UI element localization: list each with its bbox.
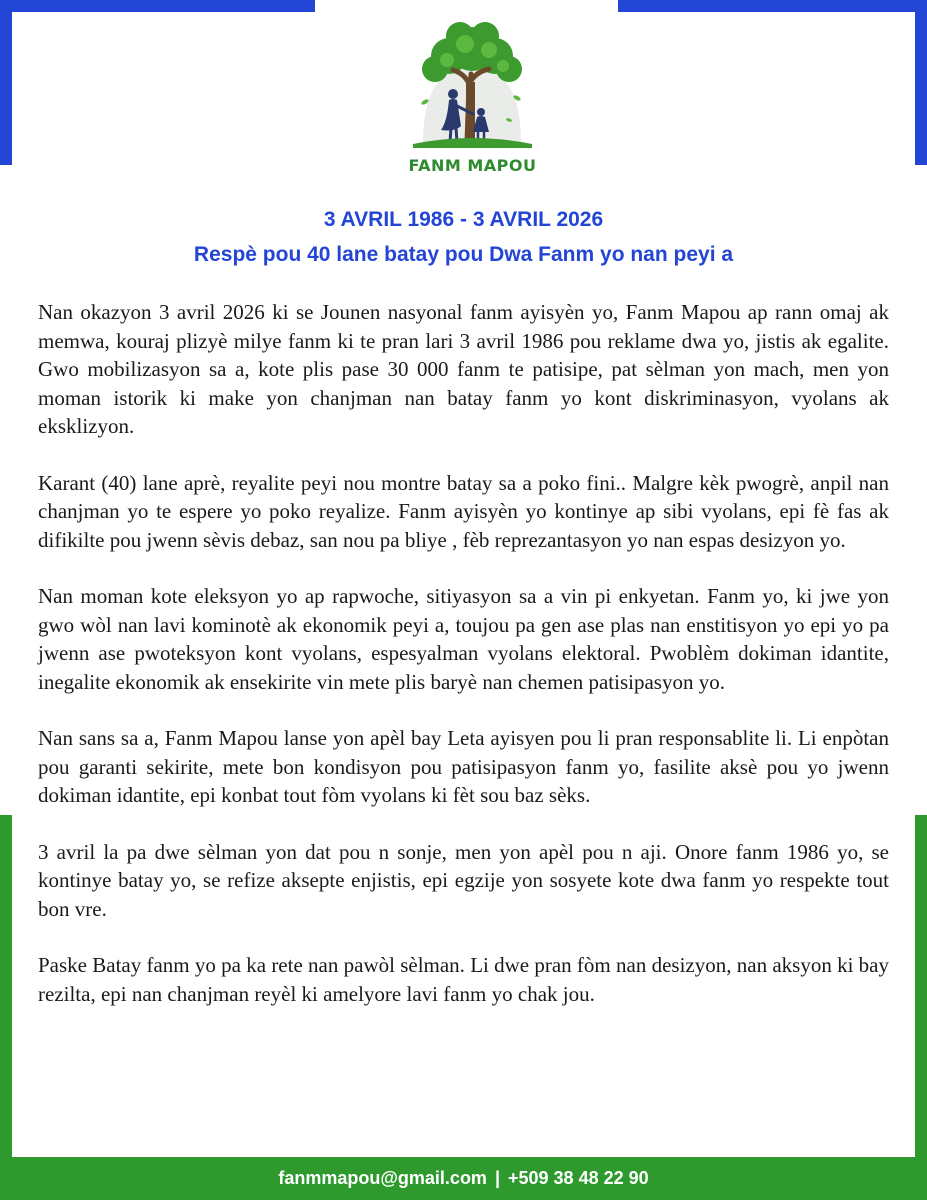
paragraph: 3 avril la pa dwe sèlman yon dat pou n sonje, men yon apèl pou n aji. Onore fanm 1986 yo, se kontinye batay yo, se refize aksepte enjistis, epi egzije yon sosyete kote dwa fanm yo respekte tout bon vre. [38, 839, 889, 921]
blue-corner-bar-top-right [618, 0, 927, 12]
tree-woman-child-icon [405, 14, 540, 159]
green-side-bar-right [915, 815, 927, 1200]
blue-corner-bar-left [0, 0, 12, 165]
footer-email[interactable]: fanmmapou@gmail.com [278, 1168, 487, 1188]
heading-subtitle: Respè pou 40 lane batay pou Dwa Fanm yo nan peyi a [193, 243, 734, 266]
contact-footer [0, 1157, 927, 1200]
paragraph: Karant (40) lane aprè, reyalite peyi nou montre batay sa a poko fini.. Malgre kèk pwogrè, anpil nan chanjman yo te espere yo poko reyalize. Fanm ayisyèn yo kontinye ap sibi vyolans, epi fè fas ak difikilte pou jwenn sèvis debaz, san nou pa bliye , fèb reprezantasyon yo nan espas desizyon yo. [38, 470, 889, 552]
green-side-bar-left [0, 815, 12, 1200]
paragraph: Nan sans sa a, Fanm Mapou lanse yon apèl bay Leta ayisyen pou li pran responsablite li. Li enpòtan pou garanti sekirite, mete bon kondisyon pou patisipasyon fanm yo, fasilite aksè pou yo jwenn dokiman idantite, epi konbat tout fòm vyolans ki fèt sou baz sèks. [38, 726, 889, 807]
paragraph: Paske Batay fanm yo pa ka rete nan pawòl sèlman. Li dwe pran fòm nan desizyon, nan aksyon ki bay rezilta, epi nan chanjman reyèl ki amelyore lavi fanm yo chak jou. [38, 953, 889, 1006]
heading-dates: 3 AVRIL 1986 - 3 AVRIL 2026 [323, 208, 604, 231]
blue-corner-bar-right [915, 0, 927, 165]
paragraph: Nan moman kote eleksyon yo ap rapwoche, sitiyasyon sa a vin pi enkyetan. Fanm yo, ki jwe yon gwo wòl nan lavi kominotè ak ekonomik peyi a, toujou pa gen ase plas nan enstitisyon yo epi yo pa jwenn ase pwoteksyon kont vyolans, espesyalman vyolans elektoral. Pwoblèm dokiman idantite, inegalite ekonomik ak ensekirite vin mete plis baryè nan chemen patisipasyon yo. [38, 584, 889, 694]
fanm-mapou-logo [405, 14, 540, 179]
footer-separator: | [494, 1168, 500, 1188]
logo-wordmark: FANM MAPOU [408, 156, 537, 175]
blue-corner-bar-top-left [0, 0, 315, 12]
paragraph: Nan okazyon 3 avril 2026 ki se Jounen nasyonal fanm ayisyèn yo, Fanm Mapou ap rann omaj ak memwa, kouraj plizyè milye fanm ki te pran lari 3 avril 1986 pou reklame dwa yo, jistis ak egalite. Gwo mobilizasyon sa a, kote plis pase 30 000 fanm te patisipe, pat sèlman yon mach, men yon moman istorik ki make yon chanjman nan batay fanm yo kont diskriminasyon, vyolans ak eksklizyon. [38, 300, 889, 438]
statement-body [38, 298, 889, 1008]
footer-phone[interactable]: +509 38 48 22 90 [508, 1168, 649, 1188]
